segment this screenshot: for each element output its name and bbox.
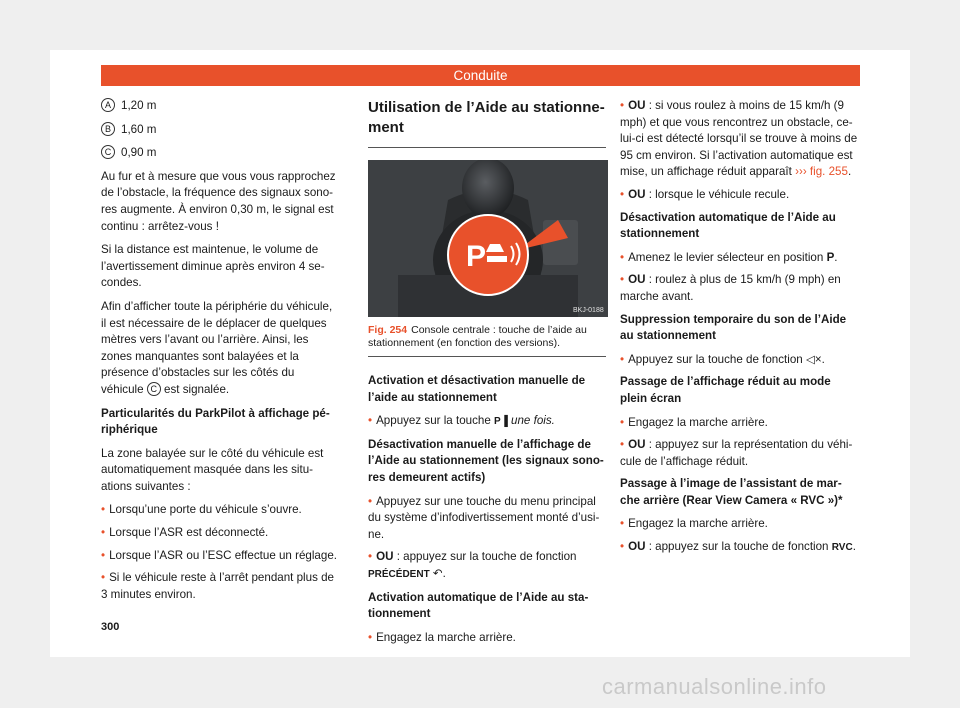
column-middle — [368, 98, 606, 652]
svg-text:P: P — [466, 240, 487, 273]
subheading: Passage à l’image de l’assistant de mar-che arrière (Rear View Camera « RVC »)* — [620, 477, 843, 507]
marker-a-icon: A — [101, 98, 115, 112]
list-item: • Appuyez sur une touche du menu principal du système d’infodivertissement monté d’usi-ne. — [368, 494, 606, 544]
column-left — [101, 98, 339, 609]
function-key-label: PRÉCÉDENT — [368, 568, 430, 580]
function-key-label: RVC — [831, 542, 853, 554]
paragraph: Afin d’afficher toute la périphérie du véhicule, il est nécessaire de le déplacer de quelques mètres vers l’avant ou l’arrière. Ainsi, les zones manquantes sont balayées et la présence d’obstacles sur les côtés du véhicule C est signalée. — [101, 299, 333, 396]
section-header: Conduite — [101, 65, 860, 86]
paragraph: La zone balayée sur le côté du véhicule est automatiquement masquée dans les situ-ations suivantes : — [101, 446, 324, 493]
section-title: Utilisation de l’Aide au stationne-ment — [368, 98, 606, 148]
park-assist-icon: P▐ — [494, 416, 508, 428]
watermark: carmanualsonline.info — [602, 674, 827, 699]
subheading: Activation et désactivation manuelle de l’aide au stationnement — [368, 374, 586, 404]
figure-console-image — [368, 160, 608, 317]
subheading: Désactivation manuelle de l’affichage de l’Aide au stationnement (les signaux sono-res demeurent actifs) — [368, 437, 604, 484]
back-arrow-icon: ↶ — [432, 566, 443, 580]
console-illustration — [368, 160, 608, 317]
page-number: 300 — [101, 621, 120, 633]
subheading: Passage de l’affichage réduit au mode plein écran — [620, 375, 831, 405]
list-item: • Lorsqu’une porte du véhicule s’ouvre. — [101, 502, 339, 519]
marker-c-icon: C — [101, 145, 115, 159]
list-item: • Appuyez sur la touche de fonction ◁×. — [620, 352, 858, 369]
manual-page — [50, 50, 910, 657]
distance-item: B 1,60 m — [101, 122, 339, 139]
list-item: • Engagez la marche arrière. — [620, 415, 858, 432]
figure-code: BKJ-0188 — [573, 307, 604, 314]
marker-c-icon: C — [147, 382, 161, 396]
list-item: • OU : lorsque le véhicule recule. — [620, 187, 858, 204]
paragraph: Si la distance est maintenue, le volume de l’avertissement diminue après environ 4 se-condes. — [101, 243, 325, 290]
marker-b-icon: B — [101, 122, 115, 136]
list-item: • OU : roulez à plus de 15 km/h (9 mph) en marche avant. — [620, 272, 858, 305]
column-right — [620, 98, 858, 563]
list-item: • OU : appuyez sur la touche de fonction RVC. — [620, 539, 858, 557]
distance-item: C 0,90 m — [101, 145, 339, 162]
mute-sound-icon: ◁× — [805, 352, 822, 366]
list-item: • Lorsque l’ASR est déconnecté. — [101, 525, 339, 542]
paragraph: Au fur et à mesure que vous vous rapprochez de l’obstacle, la fréquence des signaux sono-res augmente. À environ 0,30 m, le signal est continu : arrêtez-vous ! — [101, 169, 336, 233]
figure-reference-link[interactable]: ››› fig. 255 — [795, 165, 848, 179]
subheading: Particularités du ParkPilot à affichage pé-riphérique — [101, 406, 330, 437]
list-item: • OU : si vous roulez à moins de 15 km/h (9 mph) et que vous rencontrez un obstacle, ce-lui-ci est détecté lorsqu’il se trouve à moins de 95 cm environ. Si l’activation automatique est mise, un affichage réduit apparaît ››› fig. 255. — [620, 98, 858, 181]
subheading: Suppression temporaire du son de l’Aide au stationnement — [620, 312, 847, 343]
subheading: Activation automatique de l’Aide au sta-tionnement — [368, 590, 589, 621]
list-item: • Engagez la marche arrière. — [620, 516, 858, 533]
distance-item: A 1,20 m — [101, 98, 339, 115]
list-item: • Lorsque l’ASR ou l’ESC effectue un réglage. — [101, 548, 339, 565]
list-item: • Si le véhicule reste à l’arrêt pendant plus de 3 minutes environ. — [101, 570, 339, 603]
list-item: • Engagez la marche arrière. — [368, 630, 606, 647]
list-item: • OU : appuyez sur la touche de fonction PRÉCÉDENT ↶. — [368, 549, 606, 583]
list-item: • OU : appuyez sur la représentation du véhi-cule de l’affichage réduit. — [620, 437, 858, 470]
figure-caption: Fig. 254 Console centrale : touche de l’aide au stationnement (en fonction des versions). — [368, 324, 606, 357]
list-item: • Appuyez sur la touche P▐ une fois. — [368, 413, 606, 431]
list-item: • Amenez le levier sélecteur en position P. — [620, 250, 858, 267]
subheading: Désactivation automatique de l’Aide au stationnement — [620, 210, 836, 241]
